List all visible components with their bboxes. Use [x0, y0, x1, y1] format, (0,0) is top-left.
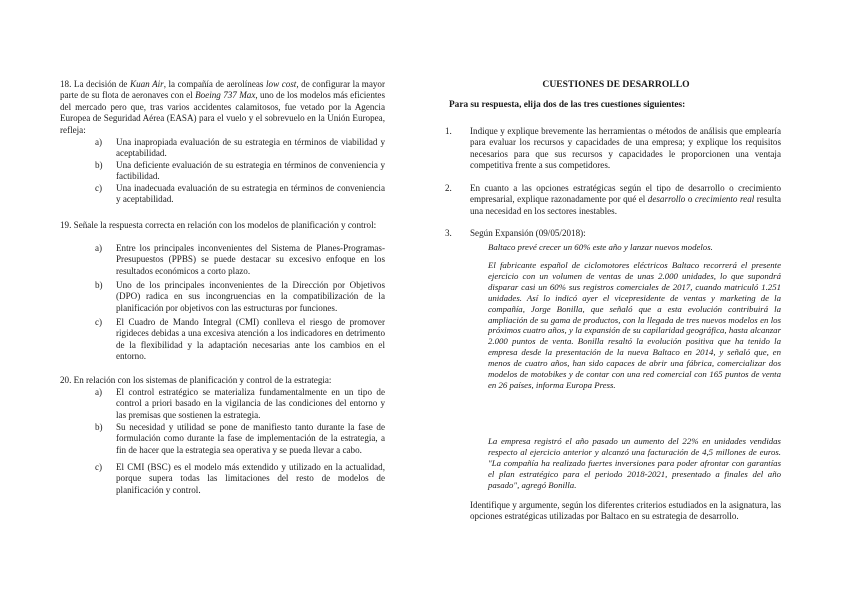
section-instructions: Para su respuesta, elija dos de las tres cuestiones siguientes: [449, 100, 686, 110]
question-20-stem [60, 375, 385, 386]
q18-option-b-text: Una deficiente evaluación de su estrategia en términos de conveniencia y factibilidad. [116, 160, 385, 182]
q19-option-c-text: El Cuadro de Mando Integral (CMI) conlleva el riesgo de promover rigideces debidas a una excesiva atención a los indicadores en detrimento de la flexibilidad y la adaptación necesarias ante los cambios en el entorno. [116, 317, 385, 362]
q19-option-b [95, 280, 385, 314]
q19-option-a [95, 243, 385, 277]
dq2-emphasis-1: desarrollo [647, 194, 686, 205]
q19-stem-text: 19. Señale la respuesta correcta en relación con los modelos de planificación y control: [60, 220, 377, 230]
q18-stem-text-1: 18. La decisión de [60, 79, 130, 89]
q20-option-c [95, 462, 385, 496]
q18-stem-text-3: , de configurar la mayor parte de su flota de aeronaves con el [60, 79, 386, 101]
q20-option-b-label: b) [95, 422, 103, 432]
q18-company-name: Kuan Air [130, 79, 164, 89]
q20-stem-text: 20. En relación con los sistemas de planificación y control de la estrategia: [60, 375, 332, 385]
q20-option-c-label: c) [95, 462, 103, 472]
dq1-text: Indique y explique brevemente las herramientas o métodos de análisis que emplearía para evaluar los recursos y capacidades de una empresa; y explique los requisitos necesarios para que sus recursos y capacidades le proporcionen una ventaja competitiva frente a sus competidores. [470, 126, 781, 171]
q18-aircraft-model: Boeing 737 Max [195, 90, 256, 101]
q20-option-c-text: El CMI (BSC) es el modelo más extendido y utilizado en la actualidad, porque supera todas las limitaciones del resto de modelos de planificación y control. [116, 462, 385, 495]
development-question-1 [445, 126, 781, 172]
q18-option-c-text: Una inadecuada evaluación de su estrategia en términos de conveniencia y aceptabilidad. [116, 183, 385, 205]
development-question-3 [445, 228, 781, 239]
q18-option-b-label: b) [95, 160, 103, 170]
section-heading: CUESTIONES DE DESARROLLO [542, 79, 690, 90]
news-quote-body-1: El fabricante español de ciclomotores eléctricos Baltaco recorrerá el presente ejercicio con un volumen de ventas de unas 2.000 unidades, lo que supondrá disparar casi un 60% sus registros comerciales de 2017, cuando matriculó 1.251 unidades. Así lo indicó ayer el vicepresidente de ventas y marketing de la compañía, Jorge Bonilla, que señaló que a esta evolución contribuirá la ampliación de su gama de productos, con la llegada de tres nuevos modelos en los próximos cuatro años, y la expansión de su capilaridad geográfica, hasta alcanzar 2.000 puntos de venta. Bonilla resaltó la evolución positiva que ha tenido la empresa desde la presentación de la nueva Baltaco en 2014, y señaló que, en menos de cuatro años, han sido capaces de abrir una fábrica, comercializar dos modelos de motobikes y de contar con una red comercial con 165 puntos de venta en 26 países, informa Europa Press. [488, 260, 781, 390]
q20-option-a-text: El control estratégico se materializa fundamentalmente en un tipo de control a priori basado en la vigilancia de las condiciones del entorno y las premisas que sostienen la estrategia. [116, 387, 385, 420]
news-quote-body-2: La empresa registró el año pasado un aumento del 22% en unidades vendidas respecto al ejercicio anterior y alcanzó una facturación de 4,5 millones de euros. "La compañía ha realizado fuertes inversiones para poder afrontar con garantías el plan estratégico para el periodo 2018-2021, presentado a finales del año pasado", agregó Bonilla. [488, 436, 781, 490]
dq2-text-2: o [685, 194, 695, 205]
question-19-stem [60, 220, 385, 231]
q19-option-a-text: Entre los principales inconvenientes del Sistema de Planes-Programas-Presupuestos (PPBS) se puede destacar su excesivo enfoque en los resultados económicos a corto plazo. [116, 243, 385, 276]
question-18-stem [60, 79, 385, 136]
dq3-number: 3. [445, 228, 452, 238]
q19-option-c [95, 317, 385, 363]
q18-stem-text-4: , uno de los modelos más eficientes del mercado pero que, tras varios accidentes calamitosos, fue vetado por la Agencia Europea de Seguridad Aérea (EASA) para el vuelo y el sobrevuelo en la Unión Europea, refleja: [60, 90, 385, 135]
dq3-instruction: Identifique y argumente, según los diferentes criterios estudiados en la asignatura, las opciones estratégicas utilizadas por Baltaco en su estrategia de desarrollo. [470, 500, 781, 522]
q18-option-a-text: Una inapropiada evaluación de su estrategia en términos de viabilidad y aceptabilidad. [116, 137, 385, 159]
q18-option-c-label: c) [95, 183, 103, 193]
q20-option-a [95, 387, 385, 421]
dq2-text-3: resulta una necesidad en los sectores inestables. [470, 194, 782, 216]
q20-option-b-text: Su necesidad y utilidad se pone de manifiesto tanto durante la fase de formulación como durante la fase de implementación de la estrategia, a fin de hacer que la estrategia sea operativa y se pueda llevar a cabo. [116, 422, 385, 455]
q18-option-b [95, 160, 385, 183]
dq3-source: Según Expansión (09/05/2018): [470, 228, 586, 238]
q20-option-a-label: a) [95, 387, 103, 397]
q19-option-b-text: Uno de los principales inconvenientes de la Dirección por Objetivos (DPO) radica en sus incongruencias en la compatibilización de la planificación por objetivos con las estructuras por funciones. [116, 280, 385, 313]
dq2-emphasis-2: crecimiento real [694, 194, 755, 205]
dq1-number: 1. [445, 126, 452, 136]
q18-option-c [95, 183, 385, 206]
q19-option-a-label: a) [95, 243, 103, 253]
q18-lowcost-term: low cost [266, 79, 297, 89]
q18-option-a-label: a) [95, 137, 103, 147]
dq2-number: 2. [445, 183, 452, 193]
q20-option-b [95, 422, 385, 456]
dq2-text-1: En cuanto a las opciones estratégicas según el tipo de desarrollo o crecimiento empresarial, explique razonadamente por qué el [470, 183, 781, 205]
q18-option-a [95, 137, 385, 160]
development-question-2 [445, 183, 782, 217]
q19-option-c-label: c) [95, 317, 103, 327]
news-quote-headline: Baltaco prevé crecer un 60% este año y lanzar nuevos modelos. [488, 242, 713, 252]
q18-stem-text-2: , la compañía de aerolíneas [163, 79, 267, 89]
q19-option-b-label: b) [95, 280, 103, 290]
